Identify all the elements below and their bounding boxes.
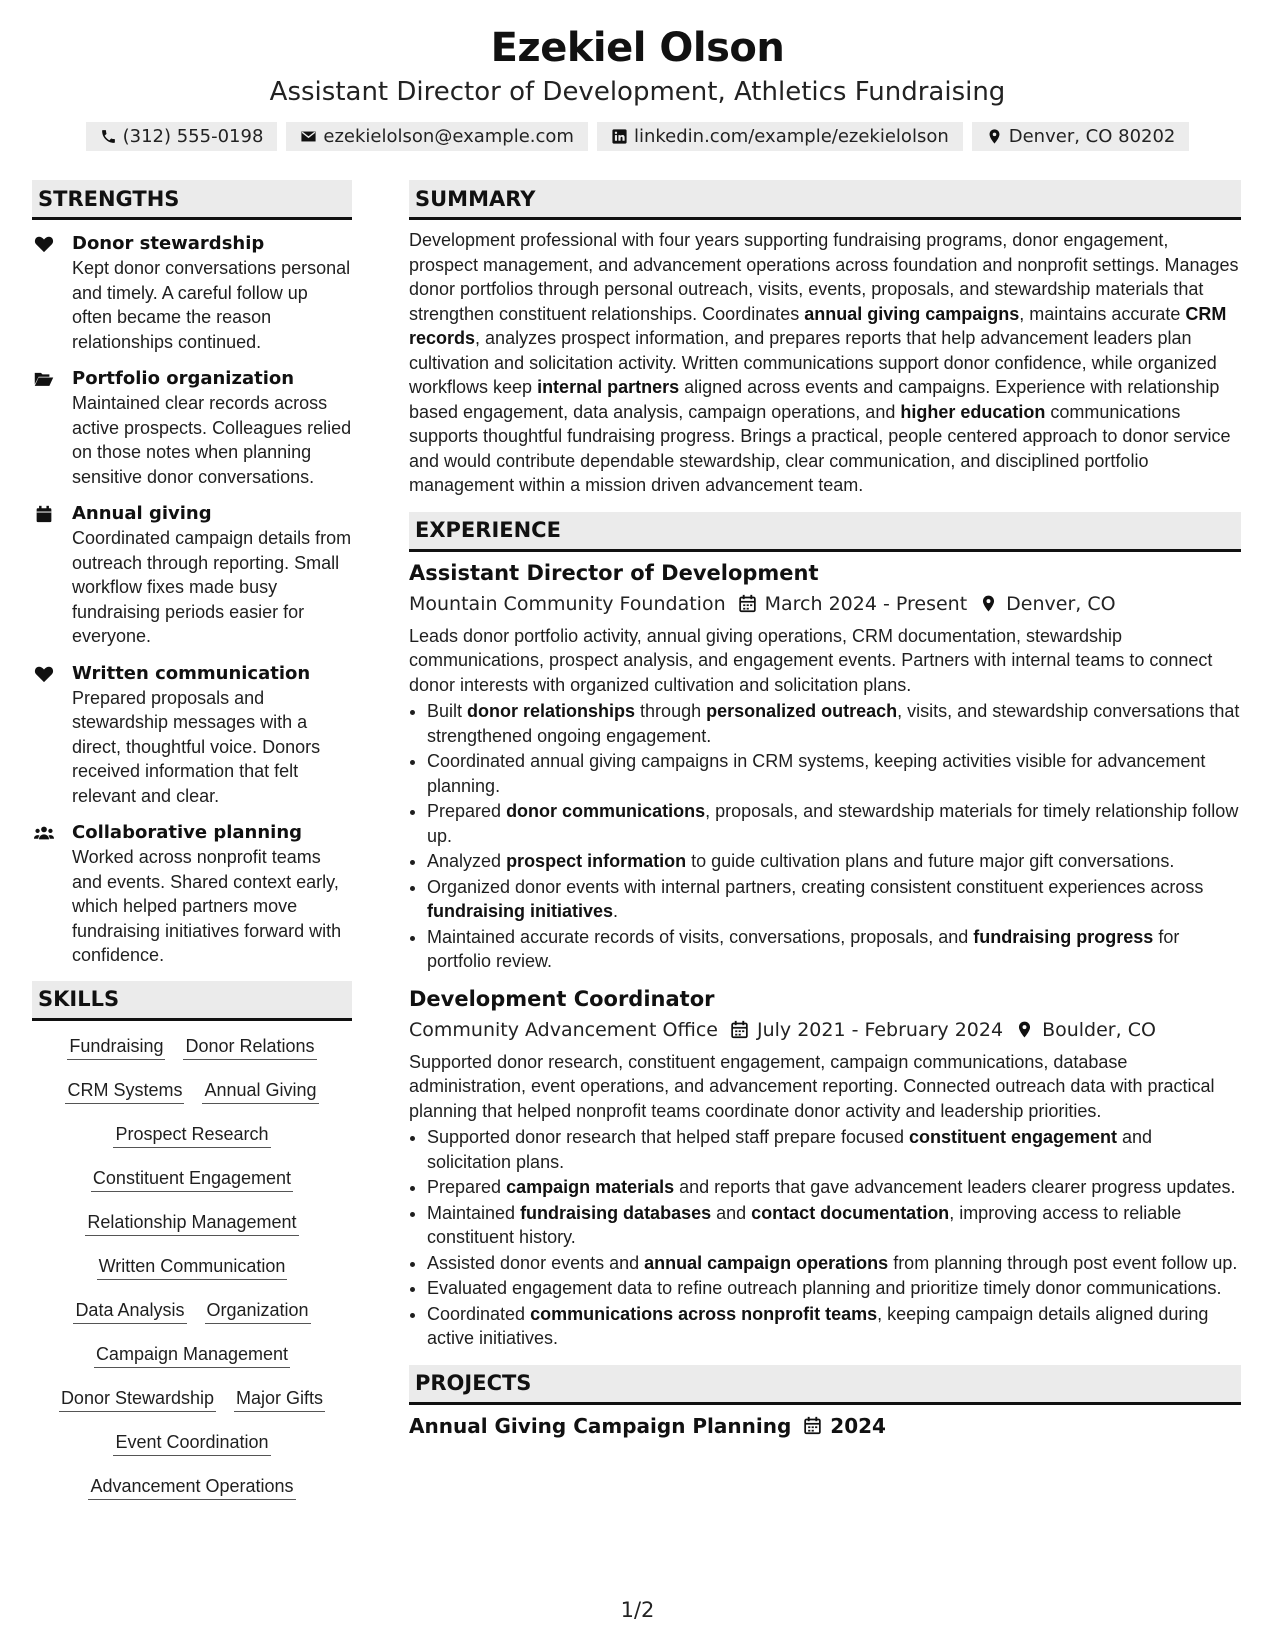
emphasis-text: prospect information [506,851,687,871]
text-run: , improving access to reliable constituent history. [427,1202,1182,1247]
job-title: Assistant Director of Development [409,560,819,585]
bullet-item [427,1251,1241,1276]
text-run: Analyzed [427,851,507,871]
projects-heading: PROJECTS [409,1365,1241,1405]
job-meta [409,1014,1241,1046]
strength-title: Portfolio organization [72,368,295,389]
strength-item [32,502,352,649]
contact-phone[interactable] [86,122,278,151]
strength-title: Written communication [72,662,311,684]
strength-item [32,821,352,968]
emphasis-text: annual giving campaigns [804,303,1020,324]
project-title: Annual Giving Campaign Planning [409,1413,792,1438]
page-number: 1/2 [620,1598,655,1622]
emphasis-text: fundraising initiatives [427,901,614,921]
job-dates: July 2021 - February 2024 [756,1018,1004,1041]
calendar-icon [34,505,54,523]
skill-tag: Event Coordination [113,1431,270,1456]
skills-list [32,1021,352,1500]
calendar-icon [730,1020,749,1039]
summary-text [409,228,1241,498]
text-run: and solicitation plans. [427,1127,1153,1172]
emphasis-text: CRM records [409,303,1227,348]
project-entry [409,1411,1241,1441]
text-run: Maintained accurate records of visits, conversations, proposals, and [427,926,974,947]
text-run: Assisted donor events and [427,1252,645,1273]
text-run: Maintained [427,1202,521,1223]
skill-tag: Fundraising [67,1035,165,1060]
right-column [409,180,1241,1441]
contact-location-text: Denver, CO 80202 [1008,126,1176,147]
linkedin-icon [611,128,628,145]
emphasis-text: constituent engagement [909,1127,1118,1147]
text-run: aligned across events and campaigns. Experience with relationship based engagement, data analysis, campaign operations, and [409,377,1220,422]
contact-linkedin[interactable] [597,122,963,151]
job-entry [409,558,1241,974]
job-title: Development Coordinator [409,986,715,1011]
emphasis-text: communications across nonprofit teams [530,1303,878,1324]
skill-tag: Major Gifts [234,1387,325,1412]
resume-header [0,0,1275,151]
bullet-item [427,849,1241,874]
text-run: and reports that gave advancement leaders clearer progress updates. [674,1177,1236,1197]
text-run: Evaluated engagement data to refine outreach planning and prioritize timely donor communications. [427,1278,1222,1298]
phone-icon [100,128,117,145]
job-location: Denver, CO [1006,592,1116,615]
contact-email[interactable] [286,122,588,151]
heart-icon [34,665,54,683]
strength-text: Kept donor conversations personal and timely. A careful follow up often became the reason relationships continued. [72,258,351,352]
text-run: Prepared [427,801,507,821]
bullet-item [427,1302,1241,1351]
job-description: Supported donor research, constituent engagement, campaign communications, database administration, event operations, and advancement reporting. Connected outreach data with practical planning that helped nonprofit teams coordinate donor activity and leadership priorities. [409,1051,1215,1121]
emphasis-text: donor relationships [467,701,636,721]
job-company: Mountain Community Foundation [409,592,726,615]
text-run: Development professional with four years supporting fundraising programs, donor engagement, prospect management, and advancement operations across foundation and nonprofit settings. Manages donor portfolios through personal outreach, visits, events, proposals, and stewardship materials that strengthen constituent relationships. Coordinates [409,230,1239,324]
users-icon [34,824,54,842]
skill-tag: Written Communication [97,1255,288,1280]
heart-icon [34,235,54,253]
strengths-list [32,232,352,968]
job-description: Leads donor portfolio activity, annual giving operations, CRM documentation, stewardship communications, prospect analysis, and engagement events. Partners with internal teams to connect donor interests with organized cultivation and solicitation plans. [409,625,1213,695]
project-year: 2024 [830,1413,886,1438]
summary-heading: SUMMARY [409,180,1241,220]
contact-bar [0,122,1275,151]
text-run: , proposals, and stewardship materials for timely relationship follow up. [427,801,1239,846]
bullet-item [427,1175,1241,1200]
strengths-heading: STRENGTHS [32,180,352,220]
strength-item [32,232,352,354]
job-bullets [409,699,1241,974]
folder-open-icon [34,370,54,388]
strength-text: Coordinated campaign details from outreach through reporting. Small workflow fixes made busy fundraising periods easier for everyone. [72,528,352,646]
text-run: Built [427,701,468,721]
text-run: . [613,901,619,921]
skill-tag: Donor Stewardship [59,1387,216,1412]
skills-heading: SKILLS [32,981,352,1021]
skill-tag: CRM Systems [65,1079,184,1104]
emphasis-text: annual campaign operations [644,1252,889,1273]
skill-tag: Relationship Management [85,1211,298,1236]
text-run: , analyzes prospect information, and prepares reports that help advancement leaders plan cultivation and solicitation activity. Written communications support donor confidence, while organized workflows keep [409,328,1217,397]
strength-title: Collaborative planning [72,822,303,843]
job-company: Community Advancement Office [409,1018,718,1041]
skills-section [32,981,352,1500]
emphasis-text: fundraising progress [973,926,1154,947]
job-bullets [409,1125,1241,1351]
skill-tag: Advancement Operations [88,1475,295,1500]
strength-title: Donor stewardship [72,233,265,254]
bullet-item [427,925,1241,974]
candidate-title: Assistant Director of Development, Athletics Fundraising [269,77,1006,107]
skill-tag: Campaign Management [94,1343,290,1368]
bullet-item [427,1125,1241,1174]
bullet-item [427,799,1241,848]
job-meta [409,588,1241,620]
emphasis-text: higher education [900,401,1046,422]
text-run: Coordinated annual giving campaigns in CRM systems, keeping activities visible for advancement planning. [427,751,1206,796]
text-run: and [711,1202,752,1223]
strength-text: Prepared proposals and stewardship messages with a direct, thoughtful voice. Donors received information that felt relevant and clear. [72,687,321,806]
emphasis-text: donor communications [506,801,706,821]
envelope-icon [300,128,317,145]
strength-item [32,367,352,489]
bullet-item [427,749,1241,798]
contact-linkedin-text: linkedin.com/example/ezekielolson [633,126,949,147]
emphasis-text: campaign materials [506,1177,675,1197]
text-run: communications supports thoughtful fundraising progress. Brings a practical, people centered approach to donor service and would contribute dependable stewardship, clear communication, and disciplined portfolio management within a mission driven advancement team. [409,401,1231,495]
text-run: , maintains accurate [1019,303,1186,324]
strength-text: Worked across nonprofit teams and events. Shared context early, which helped partners move fundraising initiatives forward with confidence. [72,847,342,965]
text-run: , visits, and stewardship conversations that strengthened ongoing engagement. [427,701,1240,746]
skill-tag: Organization [205,1299,311,1324]
job-dates: March 2024 - Present [764,592,968,615]
skill-tag: Constituent Engagement [91,1167,293,1192]
bullet-item [427,1276,1241,1301]
emphasis-text: fundraising databases [520,1202,712,1223]
calendar-icon [803,1416,822,1435]
strength-text: Maintained clear records across active prospects. Colleagues relied on those notes when planning sensitive donor conversations. [72,393,352,487]
skill-tag: Donor Relations [183,1035,316,1060]
text-run: , keeping campaign details aligned during active initiatives. [427,1303,1209,1348]
bullet-item [427,875,1241,924]
strength-item [32,662,352,809]
calendar-icon [738,594,757,613]
job-location: Boulder, CO [1042,1018,1156,1041]
skill-tag: Data Analysis [73,1299,186,1324]
map-pin-icon [1015,1020,1034,1039]
contact-email-text: ezekielolson@example.com [323,126,574,147]
strength-title: Annual giving [72,503,212,524]
text-run: to guide cultivation plans and future major gift conversations. [686,851,1175,871]
job-entry [409,984,1241,1351]
map-pin-icon [979,594,998,613]
text-run: Prepared [427,1177,507,1197]
skill-tag: Annual Giving [202,1079,318,1104]
bullet-item [427,699,1241,748]
emphasis-text: personalized outreach [706,701,898,721]
bullet-item [427,1201,1241,1250]
text-run: Supported donor research that helped staff prepare focused [427,1127,909,1147]
contact-phone-text: (312) 555-0198 [122,126,264,147]
text-run: Coordinated [427,1303,531,1324]
text-run: through [635,701,707,721]
experience-heading: EXPERIENCE [409,512,1241,552]
text-run: Organized donor events with internal partners, creating consistent constituent experiences across [427,876,1204,897]
candidate-name: Ezekiel Olson [490,25,785,71]
text-run: for portfolio review. [427,926,1180,971]
skill-tag: Prospect Research [113,1123,270,1148]
map-pin-icon [986,128,1003,145]
text-run: from planning through post event follow up. [888,1252,1238,1273]
contact-location [972,122,1190,151]
emphasis-text: internal partners [537,377,680,397]
left-column [32,180,352,1500]
emphasis-text: contact documentation [751,1202,950,1223]
